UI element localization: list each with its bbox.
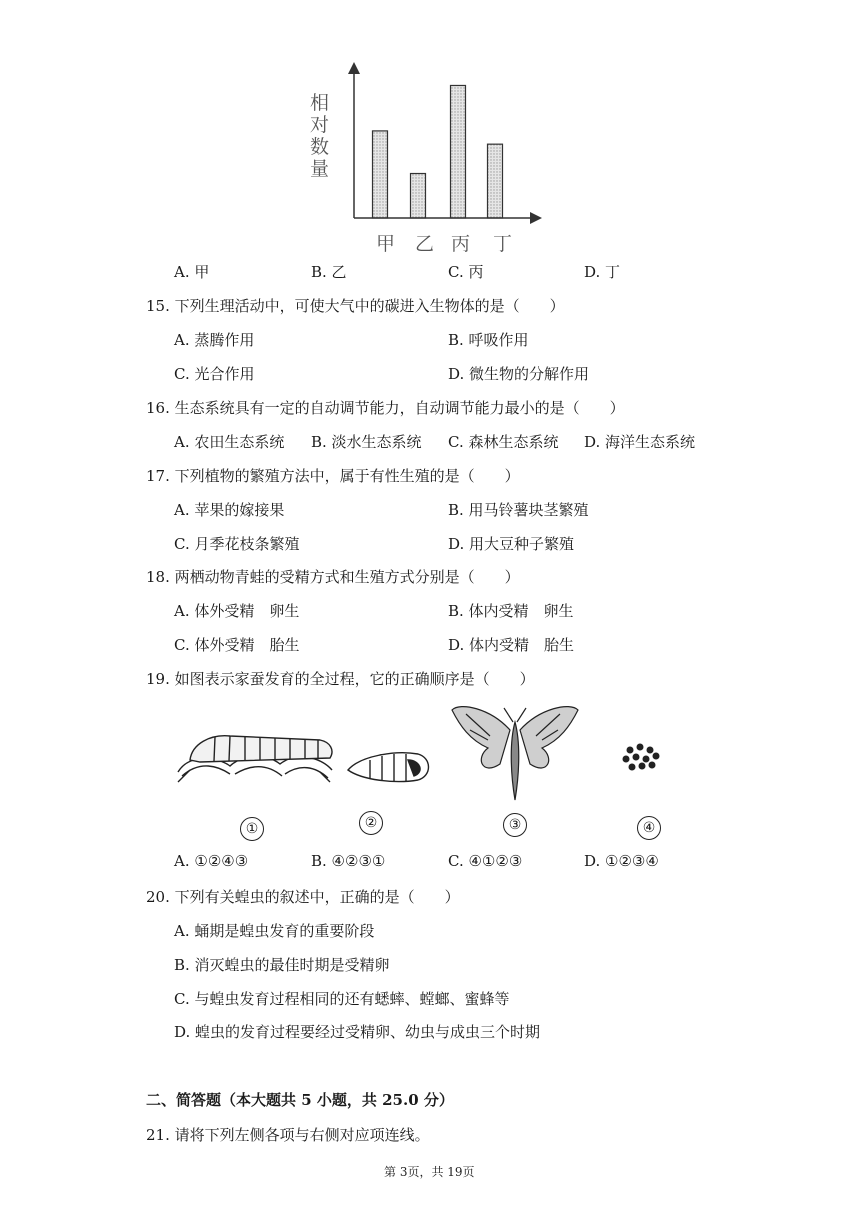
option-d: D. 蝗虫的发育过程要经过受精卵、幼虫与成虫三个时期 — [174, 1023, 541, 1041]
figure-label-3: ③ — [503, 813, 527, 837]
question-stem: 16. 生态系统具有一定的自动调节能力，自动调节能力最小的是（ ） — [146, 399, 625, 417]
question-stem: 18. 两栖动物青蛙的受精方式和生殖方式分别是（ ） — [146, 568, 520, 586]
option-d: D. 体内受精 胎生 — [448, 636, 575, 654]
chart-x-tick: 甲 — [376, 233, 396, 255]
eggs-illustration — [623, 744, 660, 771]
option-c: C. ④①②③ — [448, 852, 523, 870]
larva-illustration — [178, 736, 332, 782]
moth-illustration — [452, 707, 578, 800]
chart-ylabel-char: 相 — [310, 92, 330, 114]
bar-甲 — [373, 131, 388, 218]
option-a: A. 蛹期是蝗虫发育的重要阶段 — [174, 922, 375, 940]
q14-option-a: A. 甲 — [174, 263, 210, 281]
q14-option-c: C. 丙 — [448, 263, 484, 281]
q14-option-d: D. 丁 — [584, 263, 621, 281]
option-b: B. 呼吸作用 — [448, 331, 529, 349]
chart-ylabel-char: 量 — [310, 158, 330, 180]
question-stem: 15. 下列生理活动中，可使大气中的碳进入生物体的是（ ） — [146, 297, 565, 315]
question-stem: 17. 下列植物的繁殖方法中，属于有性生殖的是（ ） — [146, 467, 520, 485]
figure-label-1: ① — [240, 817, 264, 841]
question-stem: 20. 下列有关蝗虫的叙述中，正确的是（ ） — [146, 888, 460, 906]
option-d: D. 海洋生态系统 — [584, 433, 696, 451]
option-c: C. 与蝗虫发育过程相同的还有蟋蟀、螳螂、蜜蜂等 — [174, 990, 510, 1008]
option-d: D. ①②③④ — [584, 852, 659, 870]
question-stem: 21. 请将下列左侧各项与右侧对应项连线。 — [146, 1126, 430, 1144]
option-c: C. 光合作用 — [174, 365, 255, 383]
figure-label-2: ② — [359, 811, 383, 835]
option-a: A. 蒸腾作用 — [174, 331, 255, 349]
bar-丁 — [488, 144, 503, 218]
option-a: A. 苹果的嫁接果 — [174, 501, 285, 519]
question-stem: 19. 如图表示家蚕发育的全过程，它的正确顺序是（ ） — [146, 670, 535, 688]
pupa-illustration — [348, 753, 429, 782]
silkworm-lifecycle-figure — [170, 700, 690, 810]
option-c: C. 体外受精 胎生 — [174, 636, 300, 654]
q14-option-b: B. 乙 — [311, 263, 347, 281]
option-a: A. ①②④③ — [174, 852, 249, 870]
chart-ylabel-char: 对 — [310, 114, 330, 136]
chart-x-tick: 乙 — [415, 233, 435, 255]
bar-乙 — [411, 174, 426, 218]
bar-chart — [340, 60, 550, 260]
page-footer: 第 3页，共 19页 — [384, 1165, 475, 1179]
chart-ylabel-char: 数 — [310, 136, 330, 158]
option-a: A. 农田生态系统 — [174, 433, 285, 451]
option-d: D. 微生物的分解作用 — [448, 365, 590, 383]
chart-x-tick: 丁 — [493, 233, 513, 255]
figure-label-4: ④ — [637, 816, 661, 840]
section-heading: 二、简答题（本大题共 5 小题，共 25.0 分） — [146, 1091, 454, 1109]
option-b: B. ④②③① — [311, 852, 386, 870]
chart-x-tick: 丙 — [451, 233, 471, 255]
option-b: B. 消灭蝗虫的最佳时期是受精卵 — [174, 956, 390, 974]
bar-丙 — [451, 85, 466, 218]
option-c: C. 月季花枝条繁殖 — [174, 535, 300, 553]
option-b: B. 体内受精 卵生 — [448, 602, 574, 620]
option-a: A. 体外受精 卵生 — [174, 602, 300, 620]
option-b: B. 淡水生态系统 — [311, 433, 422, 451]
option-b: B. 用马铃薯块茎繁殖 — [448, 501, 589, 519]
option-d: D. 用大豆种子繁殖 — [448, 535, 575, 553]
option-c: C. 森林生态系统 — [448, 433, 559, 451]
